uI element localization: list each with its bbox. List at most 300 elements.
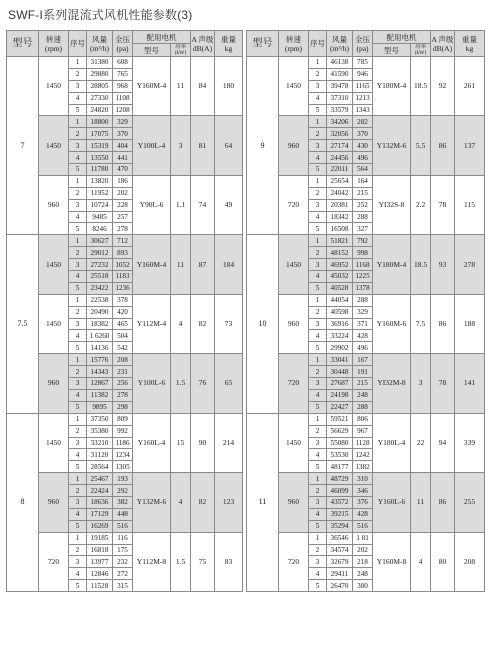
seq-cell: 5 bbox=[69, 520, 87, 532]
header-flow: 风量 (m³/h) bbox=[87, 31, 113, 57]
seq-cell: 3 bbox=[69, 140, 87, 152]
seq-cell: 1 bbox=[309, 57, 327, 69]
seq-cell: 4 bbox=[69, 508, 87, 520]
model-cell: 7.5 bbox=[7, 235, 39, 413]
flow-cell: 10724 bbox=[87, 199, 113, 211]
flow-cell: 18636 bbox=[87, 496, 113, 508]
model-cell: 8 bbox=[7, 413, 39, 591]
seq-cell: 2 bbox=[309, 187, 327, 199]
flow-cell: 32679 bbox=[327, 556, 353, 568]
pressure-cell: 806 bbox=[353, 413, 373, 425]
pressure-cell: 288 bbox=[353, 211, 373, 223]
flow-cell: 48177 bbox=[327, 461, 353, 473]
pressure-cell: 164 bbox=[353, 175, 373, 187]
table-row bbox=[7, 294, 243, 306]
flow-cell: 18382 bbox=[87, 318, 113, 330]
seq-cell: 3 bbox=[69, 496, 87, 508]
header-speed: 转速 (rpm) bbox=[279, 31, 309, 57]
model-cell: 9 bbox=[247, 57, 279, 235]
header-power: 功率 (kW) bbox=[411, 44, 431, 57]
flow-cell: 44054 bbox=[327, 294, 353, 306]
pressure-cell: 382 bbox=[113, 496, 133, 508]
speed-cell: 1450 bbox=[279, 57, 309, 116]
pressure-cell: 1225 bbox=[353, 271, 373, 283]
noise-cell: 81 bbox=[191, 116, 215, 175]
motor-power-cell: 11 bbox=[411, 473, 431, 532]
pressure-cell: 300 bbox=[353, 580, 373, 592]
noise-cell: 75 bbox=[191, 532, 215, 591]
header-speed: 转速 (rpm) bbox=[39, 31, 69, 57]
flow-cell: 40528 bbox=[327, 282, 353, 294]
motor-power-cell: 18.5 bbox=[411, 57, 431, 116]
motor-model-cell: Y100L-6 bbox=[133, 354, 171, 413]
flow-cell: 23422 bbox=[87, 282, 113, 294]
flow-cell: 46952 bbox=[327, 259, 353, 271]
seq-cell: 4 bbox=[69, 152, 87, 164]
seq-cell: 1 bbox=[69, 175, 87, 187]
flow-cell: 32056 bbox=[327, 128, 353, 140]
flow-cell: 28805 bbox=[87, 80, 113, 92]
seq-cell: 3 bbox=[69, 556, 87, 568]
noise-cell: 86 bbox=[431, 473, 455, 532]
flow-cell: 15776 bbox=[87, 354, 113, 366]
pressure-cell: 288 bbox=[353, 294, 373, 306]
flow-cell: 35294 bbox=[327, 520, 353, 532]
pressure-cell: 1186 bbox=[113, 437, 133, 449]
seq-cell: 2 bbox=[309, 544, 327, 556]
flow-cell: 11528 bbox=[87, 580, 113, 592]
noise-cell: 90 bbox=[191, 413, 215, 472]
motor-power-cell: 2.2 bbox=[411, 175, 431, 234]
seq-cell: 5 bbox=[309, 461, 327, 473]
motor-model-cell: Y160L-4 bbox=[133, 413, 171, 472]
flow-cell: 29880 bbox=[87, 68, 113, 80]
motor-power-cell: 11 bbox=[171, 57, 191, 116]
seq-cell: 5 bbox=[309, 223, 327, 235]
pressure-cell: 1234 bbox=[113, 449, 133, 461]
speed-cell: 960 bbox=[39, 473, 69, 532]
weight-cell: 261 bbox=[455, 57, 485, 116]
table-row bbox=[247, 57, 485, 69]
seq-cell: 5 bbox=[309, 104, 327, 116]
pressure-cell: 310 bbox=[353, 473, 373, 485]
pressure-cell: 1183 bbox=[113, 271, 133, 283]
seq-cell: 3 bbox=[69, 437, 87, 449]
seq-cell: 1 bbox=[309, 235, 327, 247]
flow-cell: 18800 bbox=[87, 116, 113, 128]
motor-model-cell: Y90L-6 bbox=[133, 175, 171, 234]
weight-cell: 208 bbox=[455, 532, 485, 591]
motor-model-cell: Y132M-6 bbox=[133, 473, 171, 532]
seq-cell: 5 bbox=[309, 164, 327, 176]
pressure-cell: 370 bbox=[113, 128, 133, 140]
flow-cell: 35380 bbox=[87, 425, 113, 437]
pressure-cell: 186 bbox=[113, 175, 133, 187]
flow-cell: 34574 bbox=[327, 544, 353, 556]
header-weight: 重量 kg bbox=[215, 31, 243, 57]
pressure-cell: 272 bbox=[113, 568, 133, 580]
pressure-cell: 256 bbox=[113, 378, 133, 390]
pressure-cell: 167 bbox=[353, 354, 373, 366]
flow-cell: 48729 bbox=[327, 473, 353, 485]
seq-cell: 2 bbox=[309, 366, 327, 378]
pressure-cell: 298 bbox=[113, 401, 133, 413]
weight-cell: 188 bbox=[455, 294, 485, 353]
pressure-cell: 202 bbox=[353, 544, 373, 556]
pressure-cell: 116 bbox=[113, 532, 133, 544]
flow-cell: 24456 bbox=[327, 152, 353, 164]
speed-cell: 720 bbox=[279, 354, 309, 413]
seq-cell: 3 bbox=[309, 496, 327, 508]
flow-cell: 22424 bbox=[87, 485, 113, 497]
seq-cell: 2 bbox=[69, 128, 87, 140]
motor-power-cell: 11 bbox=[171, 235, 191, 294]
pressure-cell: 191 bbox=[353, 366, 373, 378]
flow-cell: 31120 bbox=[87, 449, 113, 461]
seq-cell: 4 bbox=[309, 92, 327, 104]
flow-cell: 34206 bbox=[327, 116, 353, 128]
motor-model-cell: Y112M-8 bbox=[133, 532, 171, 591]
pressure-cell: 430 bbox=[353, 140, 373, 152]
pressure-cell: 248 bbox=[353, 389, 373, 401]
pressure-cell: 327 bbox=[353, 223, 373, 235]
pressure-cell: 470 bbox=[113, 164, 133, 176]
noise-cell: 86 bbox=[431, 116, 455, 175]
pressure-cell: 712 bbox=[113, 235, 133, 247]
flow-cell: 16269 bbox=[87, 520, 113, 532]
seq-cell: 5 bbox=[69, 223, 87, 235]
noise-cell: 74 bbox=[191, 175, 215, 234]
flow-cell: 27330 bbox=[87, 92, 113, 104]
seq-cell: 4 bbox=[309, 152, 327, 164]
page-title: SWF-I系列混流式风机性能参数(3) bbox=[8, 8, 193, 22]
pressure-cell: 232 bbox=[113, 556, 133, 568]
seq-cell: 5 bbox=[69, 282, 87, 294]
pressure-cell: 288 bbox=[353, 401, 373, 413]
header-noise: A 声级 dB(A) bbox=[431, 31, 455, 57]
seq-cell: 2 bbox=[309, 306, 327, 318]
pressure-cell: 292 bbox=[113, 485, 133, 497]
table-body-right bbox=[247, 57, 485, 592]
pressure-cell: 175 bbox=[113, 544, 133, 556]
flow-cell: 56629 bbox=[327, 425, 353, 437]
seq-cell: 3 bbox=[309, 378, 327, 390]
noise-cell: 84 bbox=[191, 57, 215, 116]
seq-cell: 3 bbox=[309, 437, 327, 449]
pressure-cell: 1108 bbox=[113, 92, 133, 104]
flow-cell: 9485 bbox=[87, 211, 113, 223]
seq-cell: 1 bbox=[309, 116, 327, 128]
seq-cell: 2 bbox=[309, 128, 327, 140]
seq-cell: 1 bbox=[309, 532, 327, 544]
flow-cell: 24820 bbox=[87, 104, 113, 116]
pressure-cell: 1382 bbox=[353, 461, 373, 473]
flow-cell: 51821 bbox=[327, 235, 353, 247]
seq-cell: 3 bbox=[69, 259, 87, 271]
flow-cell: 55080 bbox=[327, 437, 353, 449]
speed-cell: 960 bbox=[279, 294, 309, 353]
flow-cell: 20381 bbox=[327, 199, 353, 211]
seq-cell: 1 bbox=[69, 235, 87, 247]
motor-model-cell: Y132M-6 bbox=[373, 116, 411, 175]
seq-cell: 1 bbox=[69, 116, 87, 128]
pressure-cell: 542 bbox=[113, 342, 133, 354]
seq-cell: 2 bbox=[69, 425, 87, 437]
seq-cell: 1 bbox=[309, 294, 327, 306]
flow-cell: 17075 bbox=[87, 128, 113, 140]
noise-cell: 78 bbox=[431, 354, 455, 413]
table-row bbox=[7, 354, 243, 366]
header-pressure: 全压 (pa) bbox=[113, 31, 133, 57]
weight-cell: 83 bbox=[215, 532, 243, 591]
table-row bbox=[7, 532, 243, 544]
pressure-cell: 465 bbox=[113, 318, 133, 330]
flow-cell: 43572 bbox=[327, 496, 353, 508]
motor-model-cell: YI32S-8 bbox=[373, 175, 411, 234]
motor-power-cell: 4 bbox=[411, 532, 431, 591]
pressure-cell: 193 bbox=[113, 473, 133, 485]
seq-cell: 2 bbox=[309, 425, 327, 437]
seq-cell: 5 bbox=[309, 580, 327, 592]
pressure-cell: 428 bbox=[353, 330, 373, 342]
flow-cell: 18342 bbox=[327, 211, 353, 223]
table-row bbox=[7, 473, 243, 485]
pressure-cell: 496 bbox=[353, 152, 373, 164]
flow-cell: 11952 bbox=[87, 187, 113, 199]
motor-power-cell: 22 bbox=[411, 413, 431, 472]
pressure-cell: 202 bbox=[113, 187, 133, 199]
flow-cell: 11382 bbox=[87, 389, 113, 401]
noise-cell: 94 bbox=[431, 413, 455, 472]
noise-cell: 92 bbox=[431, 57, 455, 116]
speed-cell: 1450 bbox=[279, 235, 309, 294]
seq-cell: 2 bbox=[69, 247, 87, 259]
flow-cell: 40598 bbox=[327, 306, 353, 318]
pressure-cell: 893 bbox=[113, 247, 133, 259]
pressure-cell: 278 bbox=[113, 389, 133, 401]
pressure-cell: 792 bbox=[353, 235, 373, 247]
seq-cell: 5 bbox=[309, 520, 327, 532]
flow-cell: 22011 bbox=[327, 164, 353, 176]
flow-cell: 17129 bbox=[87, 508, 113, 520]
motor-model-cell: Y160M-8 bbox=[373, 532, 411, 591]
weight-cell: 184 bbox=[215, 235, 243, 294]
seq-cell: 2 bbox=[69, 485, 87, 497]
motor-model-cell: Y160M-6 bbox=[373, 294, 411, 353]
flow-cell: 39478 bbox=[327, 80, 353, 92]
pressure-cell: 378 bbox=[113, 294, 133, 306]
weight-cell: 73 bbox=[215, 294, 243, 353]
noise-cell: 87 bbox=[191, 235, 215, 294]
seq-cell: 1 bbox=[69, 413, 87, 425]
flow-cell: 16508 bbox=[327, 223, 353, 235]
pressure-cell: 967 bbox=[353, 425, 373, 437]
flow-cell: 9895 bbox=[87, 401, 113, 413]
seq-cell: 4 bbox=[69, 211, 87, 223]
speed-cell: 1450 bbox=[39, 294, 69, 353]
seq-cell: 2 bbox=[69, 187, 87, 199]
pressure-cell: 496 bbox=[353, 342, 373, 354]
flow-cell: 37310 bbox=[327, 92, 353, 104]
pressure-cell: 564 bbox=[353, 164, 373, 176]
noise-cell: 82 bbox=[191, 473, 215, 532]
seq-cell: 5 bbox=[69, 342, 87, 354]
seq-cell: 3 bbox=[309, 259, 327, 271]
seq-cell: 1 bbox=[309, 175, 327, 187]
seq-cell: 2 bbox=[69, 544, 87, 556]
motor-power-cell: 5.5 bbox=[411, 116, 431, 175]
flow-cell: 29411 bbox=[327, 568, 353, 580]
noise-cell: 80 bbox=[431, 532, 455, 591]
weight-cell: 180 bbox=[215, 57, 243, 116]
motor-model-cell: Y180L-4 bbox=[373, 413, 411, 472]
weight-cell: 141 bbox=[455, 354, 485, 413]
speed-cell: 960 bbox=[279, 116, 309, 175]
pressure-cell: 1378 bbox=[353, 282, 373, 294]
flow-cell: 27232 bbox=[87, 259, 113, 271]
pressure-cell: 329 bbox=[113, 116, 133, 128]
pressure-cell: 329 bbox=[353, 306, 373, 318]
table-row bbox=[7, 116, 243, 128]
table-row bbox=[247, 116, 485, 128]
pressure-cell: 1213 bbox=[353, 92, 373, 104]
pressure-cell: 1242 bbox=[353, 449, 373, 461]
weight-cell: 49 bbox=[215, 175, 243, 234]
speed-cell: 720 bbox=[279, 175, 309, 234]
table-row bbox=[247, 413, 485, 425]
motor-model-cell: Y160L-6 bbox=[373, 473, 411, 532]
table-row bbox=[7, 235, 243, 247]
flow-cell: 59521 bbox=[327, 413, 353, 425]
pressure-cell: 516 bbox=[113, 520, 133, 532]
pressure-cell: 504 bbox=[113, 330, 133, 342]
header-flow: 风量 (m³/h) bbox=[327, 31, 353, 57]
flow-cell: 14136 bbox=[87, 342, 113, 354]
speed-cell: 1450 bbox=[39, 116, 69, 175]
flow-cell: 53530 bbox=[327, 449, 353, 461]
flow-cell: 33041 bbox=[327, 354, 353, 366]
motor-power-cell: 1.5 bbox=[171, 532, 191, 591]
flow-cell: 11780 bbox=[87, 164, 113, 176]
pressure-cell: 1128 bbox=[353, 437, 373, 449]
noise-cell: 86 bbox=[431, 294, 455, 353]
seq-cell: 2 bbox=[309, 485, 327, 497]
header-motor-model: 型号 bbox=[133, 44, 171, 57]
speed-cell: 1450 bbox=[39, 57, 69, 116]
weight-cell: 339 bbox=[455, 413, 485, 472]
seq-cell: 3 bbox=[309, 199, 327, 211]
pressure-cell: 215 bbox=[353, 378, 373, 390]
pressure-cell: 1168 bbox=[353, 259, 373, 271]
flow-cell: 31380 bbox=[87, 57, 113, 69]
header-seq: 序号 bbox=[69, 31, 87, 57]
flow-cell: 20490 bbox=[87, 306, 113, 318]
seq-cell: 1 bbox=[69, 294, 87, 306]
table-header-row bbox=[7, 31, 243, 44]
seq-cell: 4 bbox=[309, 211, 327, 223]
seq-cell: 1 bbox=[309, 413, 327, 425]
noise-cell: 93 bbox=[431, 235, 455, 294]
seq-cell: 4 bbox=[309, 449, 327, 461]
model-cell: 11 bbox=[247, 413, 279, 591]
pressure-cell: 1343 bbox=[353, 104, 373, 116]
header-model: 型号 bbox=[247, 31, 279, 57]
flow-cell: 45032 bbox=[327, 271, 353, 283]
flow-cell: 28564 bbox=[87, 461, 113, 473]
pressure-cell: 428 bbox=[353, 508, 373, 520]
seq-cell: 5 bbox=[69, 401, 87, 413]
seq-cell: 1 bbox=[69, 532, 87, 544]
flow-cell: 16818 bbox=[87, 544, 113, 556]
seq-cell: 4 bbox=[309, 508, 327, 520]
seq-cell: 2 bbox=[69, 366, 87, 378]
pressure-cell: 1165 bbox=[353, 80, 373, 92]
flow-cell: 41590 bbox=[327, 68, 353, 80]
flow-cell: 46138 bbox=[327, 57, 353, 69]
motor-power-cell: 15 bbox=[171, 413, 191, 472]
pressure-cell: 404 bbox=[113, 140, 133, 152]
seq-cell: 5 bbox=[69, 461, 87, 473]
flow-cell: 36546 bbox=[327, 532, 353, 544]
flow-cell: 14343 bbox=[87, 366, 113, 378]
pressure-cell: 946 bbox=[353, 68, 373, 80]
flow-cell: 25467 bbox=[87, 473, 113, 485]
flow-cell: 26470 bbox=[327, 580, 353, 592]
pressure-cell: 809 bbox=[113, 413, 133, 425]
performance-table-left bbox=[6, 30, 243, 592]
pressure-cell: 278 bbox=[113, 223, 133, 235]
flow-cell: 24042 bbox=[327, 187, 353, 199]
seq-cell: 3 bbox=[69, 378, 87, 390]
pressure-cell: 1052 bbox=[113, 259, 133, 271]
header-pressure: 全压 (pa) bbox=[353, 31, 373, 57]
seq-cell: 3 bbox=[309, 318, 327, 330]
pressure-cell: 441 bbox=[113, 152, 133, 164]
pressure-cell: 218 bbox=[353, 556, 373, 568]
seq-cell: 4 bbox=[309, 389, 327, 401]
motor-model-cell: Y100L-4 bbox=[133, 116, 171, 175]
weight-cell: 64 bbox=[215, 116, 243, 175]
flow-cell: 29012 bbox=[87, 247, 113, 259]
header-motor: 配用电机 bbox=[133, 31, 191, 44]
motor-power-cell: 1.1 bbox=[171, 175, 191, 234]
pressure-cell: 315 bbox=[113, 580, 133, 592]
pressure-cell: 785 bbox=[353, 57, 373, 69]
flow-cell: 33210 bbox=[87, 437, 113, 449]
pressure-cell: 992 bbox=[113, 425, 133, 437]
header-power: 功率 (kW) bbox=[171, 44, 191, 57]
noise-cell: 76 bbox=[191, 354, 215, 413]
performance-table-right bbox=[246, 30, 485, 592]
motor-model-cell: Y180M-4 bbox=[373, 235, 411, 294]
pressure-cell: 608 bbox=[113, 57, 133, 69]
speed-cell: 1450 bbox=[39, 235, 69, 294]
weight-cell: 255 bbox=[455, 473, 485, 532]
motor-power-cell: 3 bbox=[411, 354, 431, 413]
table-row bbox=[247, 294, 485, 306]
motor-power-cell: 3 bbox=[171, 116, 191, 175]
flow-cell: 37350 bbox=[87, 413, 113, 425]
flow-cell: 30448 bbox=[327, 366, 353, 378]
motor-model-cell: Y160M-4 bbox=[133, 57, 171, 116]
speed-cell: 960 bbox=[39, 175, 69, 234]
pressure-cell: 1236 bbox=[113, 282, 133, 294]
flow-cell: 33579 bbox=[327, 104, 353, 116]
table-row bbox=[7, 175, 243, 187]
pressure-cell: 228 bbox=[113, 199, 133, 211]
seq-cell: 5 bbox=[309, 282, 327, 294]
speed-cell: 720 bbox=[39, 532, 69, 591]
